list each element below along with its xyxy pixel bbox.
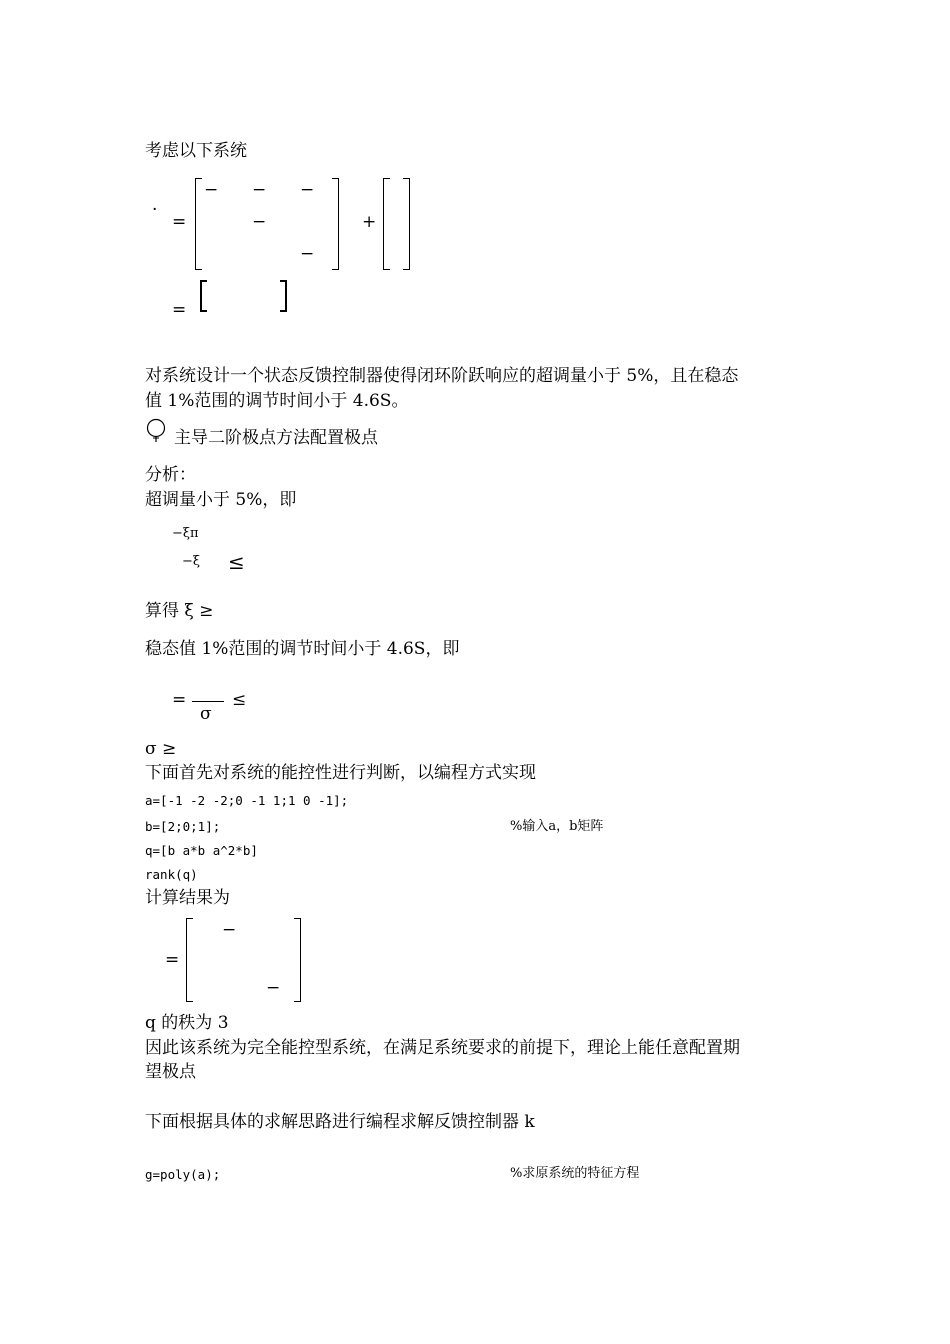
task-line-1: 对系统设计一个状态反馈控制器使得闭环阶跃响应的超调量小于 5%，且在稳态 <box>145 366 739 386</box>
fraction-denominator: σ <box>200 704 212 724</box>
equals-sign: = <box>165 950 180 970</box>
matrix-b-left-bracket <box>383 178 390 270</box>
fraction-bar <box>192 701 224 702</box>
next-step-line: 下面根据具体的求解思路进行编程求解反馈控制器 k <box>145 1112 535 1132</box>
equals-sign: = <box>172 212 187 232</box>
matrix-a-entry: − <box>300 244 315 264</box>
method-heading: 主导二阶极点方法配置极点 <box>174 428 378 448</box>
equals-sign: = <box>172 300 187 320</box>
code-comment: %求原系统的特征方程 <box>510 1166 640 1181</box>
intro-text: 考虑以下系统 <box>145 141 247 161</box>
plus-sign: + <box>362 212 377 232</box>
rank-text: q 的秩为 3 <box>145 1013 229 1033</box>
leq-sign: ≤ <box>232 690 247 710</box>
matrix-a-entry: − <box>252 180 267 200</box>
result-label: 计算结果为 <box>145 888 230 908</box>
bulb-icon <box>145 418 169 444</box>
exponent-bottom: −ξ <box>182 554 201 569</box>
matrix-c-left-bracket <box>200 280 207 312</box>
q-right-bracket <box>294 918 301 1002</box>
matrix-b-right-bracket <box>403 178 410 270</box>
code-line: b=[2;0;1]; <box>145 819 221 834</box>
sigma-result: σ ≥ <box>145 739 177 759</box>
controllability-line: 下面首先对系统的能控性进行判断，以编程方式实现 <box>145 763 536 783</box>
exponent-top: −ξπ <box>172 526 199 541</box>
q-left-bracket <box>186 918 193 1002</box>
q-entry: − <box>222 920 237 940</box>
code-line: q=[b a*b a^2*b] <box>145 843 258 858</box>
xi-result: 算得 ξ ≥ <box>145 601 214 621</box>
conclusion-line-1: 因此该系统为完全能控型系统，在满足系统要求的前提下，理论上能任意配置期 <box>145 1038 740 1058</box>
matrix-a-right-bracket <box>332 178 339 270</box>
derivative-dot: · <box>152 200 158 220</box>
matrix-a-left-bracket <box>195 178 202 270</box>
analysis-label: 分析： <box>145 465 196 485</box>
matrix-a-entry: − <box>252 212 267 232</box>
leq-sign: ≤ <box>228 550 245 574</box>
matrix-a-entry: − <box>204 180 219 200</box>
code-line: rank(q) <box>145 867 198 882</box>
code-comment: %输入a，b矩阵 <box>510 819 604 834</box>
conclusion-line-2: 望极点 <box>145 1062 196 1082</box>
equals-sign: = <box>172 690 187 710</box>
overshoot-line: 超调量小于 5%，即 <box>145 490 297 510</box>
code-line: a=[-1 -2 -2;0 -1 1;1 0 -1]; <box>145 793 349 808</box>
task-line-2: 值 1%范围的调节时间小于 4.6S。 <box>145 391 409 411</box>
matrix-a-entry: − <box>300 180 315 200</box>
code-line: g=poly(a); <box>145 1167 221 1182</box>
settling-line: 稳态值 1%范围的调节时间小于 4.6S，即 <box>145 639 460 659</box>
q-entry: − <box>266 978 281 998</box>
matrix-c-right-bracket <box>280 280 287 312</box>
